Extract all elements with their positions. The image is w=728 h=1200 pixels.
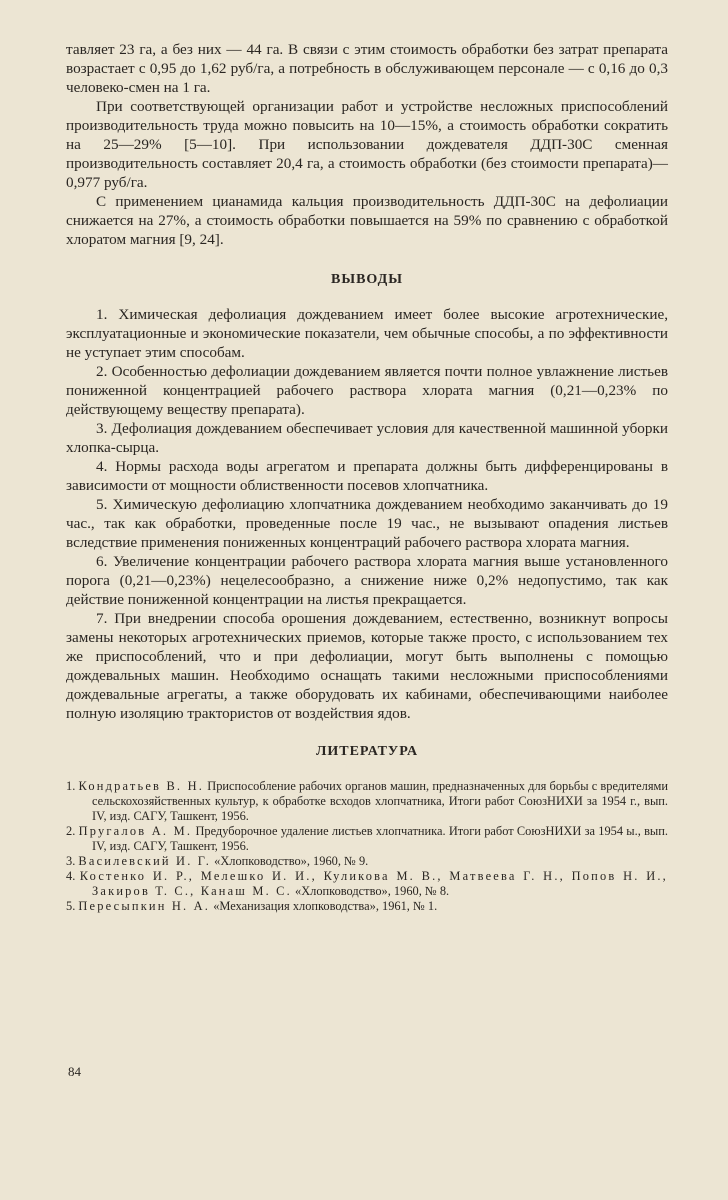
conclusion-item: 1. Химическая дефолиация дождеванием имеет более высокие агротехнические, эксплуатационные и экономические показатели, чем обычные способы, а по эффективности не уступает этим способам.	[66, 306, 668, 361]
conclusion-item: 6. Увеличение концентрации рабочего раствора хлората магния выше установленного порога (0,21—0,23%) нецелесообразно, а снижение ниже 0,2% недопустимо, так как действие пониженной концентрации на листья прекращается.	[66, 553, 668, 608]
intro-paragraph: С применением цианамида кальция производительность ДДП-30С на дефолиации снижается на 27%, а стоимость обработки повышается на 59% по сравнению с обработкой хлоратом магния [9, 24].	[66, 193, 668, 248]
reference-item	[66, 899, 668, 914]
reference-item	[66, 869, 668, 899]
document-page	[66, 40, 668, 914]
reference-author: Кондратьев В. Н.	[78, 779, 205, 793]
conclusion-item: 3. Дефолиация дождеванием обеспечивает условия для качественной машинной уборки хлопка-сырца.	[66, 420, 668, 456]
intro-section	[66, 40, 668, 249]
reference-author: Василевский И. Г.	[78, 854, 212, 868]
reference-author: Пругалов А. М.	[78, 824, 193, 838]
reference-text: «Механизация хлопководства», 1961, № 1.	[210, 899, 438, 913]
reference-author: Костенко И. Р., Мелешко И. И., Куликова М. В., Матвеева Г. Н., Попов Н. И., Закиров Т. С., Канаш М. С.	[79, 869, 668, 898]
reference-number: 1.	[66, 779, 76, 793]
reference-item	[66, 854, 668, 869]
references-heading: ЛИТЕРАТУРА	[315, 744, 419, 759]
reference-number: 5.	[66, 899, 76, 913]
reference-item	[66, 824, 668, 854]
intro-paragraph: тавляет 23 га, а без них — 44 га. В связи с этим стоимость обработки без затрат препарата возрастает с 0,95 до 1,62 руб/га, а потребность в обслуживающем персонале — с 0,16 до 0,3 человеко-смен на 1 га.	[66, 41, 668, 96]
conclusion-item: 2. Особенностью дефолиации дождеванием является почти полное увлажнение листьев пониженной концентрацией рабочего раствора хлората магния (0,21—0,23% по действующему веществу препарата).	[66, 363, 668, 418]
reference-text: «Хлопководство», 1960, № 9.	[211, 854, 369, 868]
conclusion-item: 5. Химическую дефолиацию хлопчатника дождеванием необходимо заканчивать до 19 час., так как обработки, проведенные после 19 час., не вызывают опадения листьев вследствие применения пониженных концентраций рабочего раствора хлората магния.	[66, 496, 668, 551]
reference-item	[66, 779, 668, 824]
intro-paragraph: При соответствующей организации работ и устройстве несложных приспособлений производительность труда можно повысить на 10—15%, а стоимость обработки сократить на 25—29% [5—10]. При использовании дождевателя ДДП-30С сменная производительность составляет 20,4 га, а стоимость обработки (без стоимости препарата)— 0,977 руб/га.	[66, 98, 668, 191]
page-number: 84	[68, 1064, 81, 1079]
reference-number: 4.	[66, 869, 76, 883]
reference-text: Предуборочное удаление листьев хлопчатника. Итоги работ СоюзНИХИ за 1954 ы., вып. IV, изд. САГУ, Ташкент, 1956.	[92, 824, 668, 853]
reference-text: Приспособление рабочих органов машин, предназначенных для борьбы с вредителями сельскохозяйственных культур, к обработке всходов хлопчатника, Итоги работ СоюзНИХИ за 1954 г., вып. IV, изд. САГУ, Ташкент, 1956.	[92, 779, 669, 823]
conclusion-item: 4. Нормы расхода воды агрегатом и препарата должны быть дифференцированы в зависимости от мощности облиственности посевов хлопчатника.	[66, 458, 668, 494]
reference-text: «Хлопководство», 1960, № 8.	[291, 884, 450, 898]
reference-number: 2.	[66, 824, 76, 838]
references-list	[66, 779, 668, 914]
reference-number: 3.	[66, 854, 76, 868]
conclusion-item: 7. При внедрении способа орошения дождеванием, естественно, возникнут вопросы замены некоторых агротехнических приемов, которые также просто, с использованием тех же приспособлений, что и при дефолиации, могут быть выполнены с помощью дождевальных машин. Необходимо оснащать такими несложными приспособлениями дождевальные агрегаты, а также оборудовать их кабинами, обеспечивающими наиболее полную изоляцию трактористов от воздействия ядов.	[66, 610, 668, 722]
reference-author: Пересыпкин Н. А.	[78, 899, 211, 913]
conclusions-heading: ВЫВОДЫ	[331, 272, 403, 287]
conclusions-section	[66, 305, 668, 723]
